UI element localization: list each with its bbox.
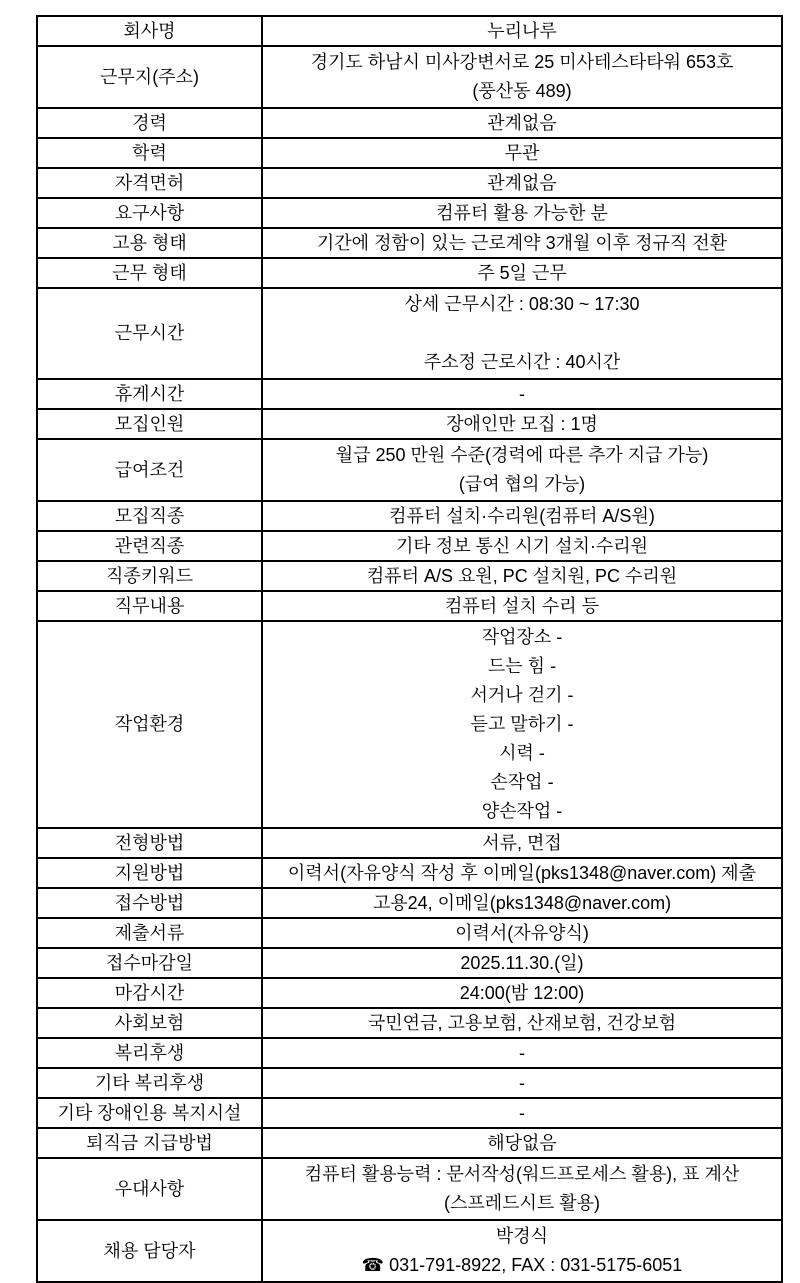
row-label: 제출서류 — [37, 918, 262, 948]
job-table-body — [37, 16, 782, 1282]
value-line: 누리나루 — [487, 21, 557, 41]
value-line: (급여 협의 가능) — [458, 474, 586, 494]
table-row — [37, 1220, 782, 1282]
row-label: 휴게시간 — [37, 379, 262, 409]
row-value — [262, 828, 782, 858]
value-line: 월급 250 만원 수준(경력에 따른 추가 지급 가능) — [335, 445, 709, 465]
row-value — [262, 621, 782, 828]
row-label: 근무시간 — [37, 288, 262, 379]
row-value — [262, 1158, 782, 1220]
table-row — [37, 1128, 782, 1158]
value-line: 주 5일 근무 — [477, 263, 567, 283]
row-label: 퇴직금 지급방법 — [37, 1128, 262, 1158]
value-line: (스프레드시트 활용) — [443, 1193, 601, 1213]
table-row — [37, 198, 782, 228]
row-value — [262, 108, 782, 138]
value-line: 박경식 — [495, 1226, 549, 1246]
value-line: - — [519, 1103, 525, 1123]
row-value — [262, 379, 782, 409]
value-line: 경기도 하남시 미사강변서로 25 미사테스타타워 653호 — [310, 52, 734, 72]
table-row — [37, 948, 782, 978]
table-row — [37, 168, 782, 198]
row-label: 우대사항 — [37, 1158, 262, 1220]
value-line: 24:00(밤 12:00) — [459, 983, 585, 1003]
row-label: 모집인원 — [37, 409, 262, 439]
value-line: 장애인만 모집 : 1명 — [446, 414, 598, 434]
value-line: 기타 정보 통신 시기 설치·수리원 — [395, 536, 649, 556]
row-value — [262, 1128, 782, 1158]
row-label: 직무내용 — [37, 591, 262, 621]
table-row — [37, 591, 782, 621]
table-row — [37, 228, 782, 258]
row-label: 경력 — [37, 108, 262, 138]
value-line: 작업장소 - — [481, 627, 563, 647]
table-row — [37, 1068, 782, 1098]
row-label: 채용 담당자 — [37, 1220, 262, 1282]
row-label: 관련직종 — [37, 531, 262, 561]
table-row — [37, 258, 782, 288]
document-page — [0, 15, 800, 1275]
row-value — [262, 1220, 782, 1282]
value-line: 관계없음 — [487, 173, 557, 193]
value-line: 드는 힘 - — [487, 656, 557, 676]
row-value — [262, 1098, 782, 1128]
value-line: 서거나 걷기 - — [470, 685, 574, 705]
table-row — [37, 108, 782, 138]
row-value — [262, 978, 782, 1008]
row-label: 급여조건 — [37, 439, 262, 501]
value-line: (풍산동 489) — [472, 81, 572, 101]
value-line: 컴퓨터 활용 가능한 분 — [436, 203, 608, 223]
table-row — [37, 561, 782, 591]
row-label: 기타 복리후생 — [37, 1068, 262, 1098]
row-value — [262, 918, 782, 948]
table-row — [37, 1158, 782, 1220]
table-row — [37, 888, 782, 918]
row-label: 근무 형태 — [37, 258, 262, 288]
table-row — [37, 46, 782, 108]
value-line: - — [519, 384, 525, 404]
value-line: 2025.11.30.(일) — [460, 953, 584, 973]
row-value — [262, 1008, 782, 1038]
table-row — [37, 1008, 782, 1038]
row-label: 접수마감일 — [37, 948, 262, 978]
table-row — [37, 1098, 782, 1128]
value-line: 이력서(자유양식 작성 후 이메일(pks1348@naver.com) 제출 — [287, 863, 757, 883]
value-line: 컴퓨터 A/S 요원, PC 설치원, PC 수리원 — [366, 566, 678, 586]
table-row — [37, 1038, 782, 1068]
row-label: 사회보험 — [37, 1008, 262, 1038]
job-posting-table — [36, 15, 783, 1283]
row-value — [262, 888, 782, 918]
row-value — [262, 948, 782, 978]
row-value — [262, 258, 782, 288]
value-line: 컴퓨터 활용능력 : 문서작성(워드프로세스 활용), 표 계산 — [304, 1164, 740, 1184]
row-label: 자격면허 — [37, 168, 262, 198]
row-label: 전형방법 — [37, 828, 262, 858]
value-line: 양손작업 - — [481, 801, 563, 821]
value-line: 무관 — [504, 143, 540, 163]
row-label: 작업환경 — [37, 621, 262, 828]
row-label: 고용 형태 — [37, 228, 262, 258]
table-row — [37, 379, 782, 409]
value-line: 기간에 정함이 있는 근로계약 3개월 이후 정규직 전환 — [316, 233, 728, 253]
table-row — [37, 621, 782, 828]
value-line: 손작업 - — [490, 772, 554, 792]
value-line: 주소정 근로시간 : 40시간 — [423, 352, 621, 372]
row-label: 요구사항 — [37, 198, 262, 228]
row-label: 모집직종 — [37, 501, 262, 531]
row-value — [262, 858, 782, 888]
row-value — [262, 439, 782, 501]
row-label: 회사명 — [37, 16, 262, 46]
value-line: 듣고 말하기 - — [470, 714, 574, 734]
table-row — [37, 138, 782, 168]
table-row — [37, 858, 782, 888]
row-label: 지원방법 — [37, 858, 262, 888]
row-value — [262, 409, 782, 439]
table-row — [37, 439, 782, 501]
table-row — [37, 531, 782, 561]
row-label: 직종키워드 — [37, 561, 262, 591]
row-label: 접수방법 — [37, 888, 262, 918]
row-value — [262, 561, 782, 591]
value-line: 해당없음 — [487, 1133, 557, 1153]
value-line: 이력서(자유양식) — [455, 923, 589, 943]
row-label: 기타 장애인용 복지시설 — [37, 1098, 262, 1128]
table-row — [37, 828, 782, 858]
row-value — [262, 198, 782, 228]
row-value — [262, 138, 782, 168]
table-row — [37, 16, 782, 46]
row-label: 학력 — [37, 138, 262, 168]
table-row — [37, 501, 782, 531]
row-value — [262, 46, 782, 108]
value-line: 시력 - — [499, 743, 545, 763]
table-row — [37, 978, 782, 1008]
value-line: ☎ 031-791-8922, FAX : 031-5175-6051 — [361, 1255, 683, 1275]
row-label: 마감시간 — [37, 978, 262, 1008]
value-line: 국민연금, 고용보험, 산재보험, 건강보험 — [367, 1013, 677, 1033]
row-value — [262, 228, 782, 258]
table-row — [37, 288, 782, 379]
value-line: 컴퓨터 설치·수리원(컴퓨터 A/S원) — [389, 506, 655, 526]
row-value — [262, 501, 782, 531]
row-label: 근무지(주소) — [37, 46, 262, 108]
value-line: 관계없음 — [487, 113, 557, 133]
value-line: - — [519, 1073, 525, 1093]
value-line: 서류, 면접 — [482, 833, 562, 853]
row-label: 복리후생 — [37, 1038, 262, 1068]
table-row — [37, 918, 782, 948]
value-line — [267, 319, 777, 348]
row-value — [262, 1038, 782, 1068]
value-line: 컴퓨터 설치 수리 등 — [444, 596, 600, 616]
value-line: 고용24, 이메일(pks1348@naver.com) — [372, 893, 672, 913]
row-value — [262, 1068, 782, 1098]
row-value — [262, 591, 782, 621]
row-value — [262, 531, 782, 561]
row-value — [262, 16, 782, 46]
value-line: - — [519, 1043, 525, 1063]
value-line: 상세 근무시간 : 08:30 ~ 17:30 — [404, 294, 640, 314]
row-value — [262, 288, 782, 379]
table-row — [37, 409, 782, 439]
row-value — [262, 168, 782, 198]
